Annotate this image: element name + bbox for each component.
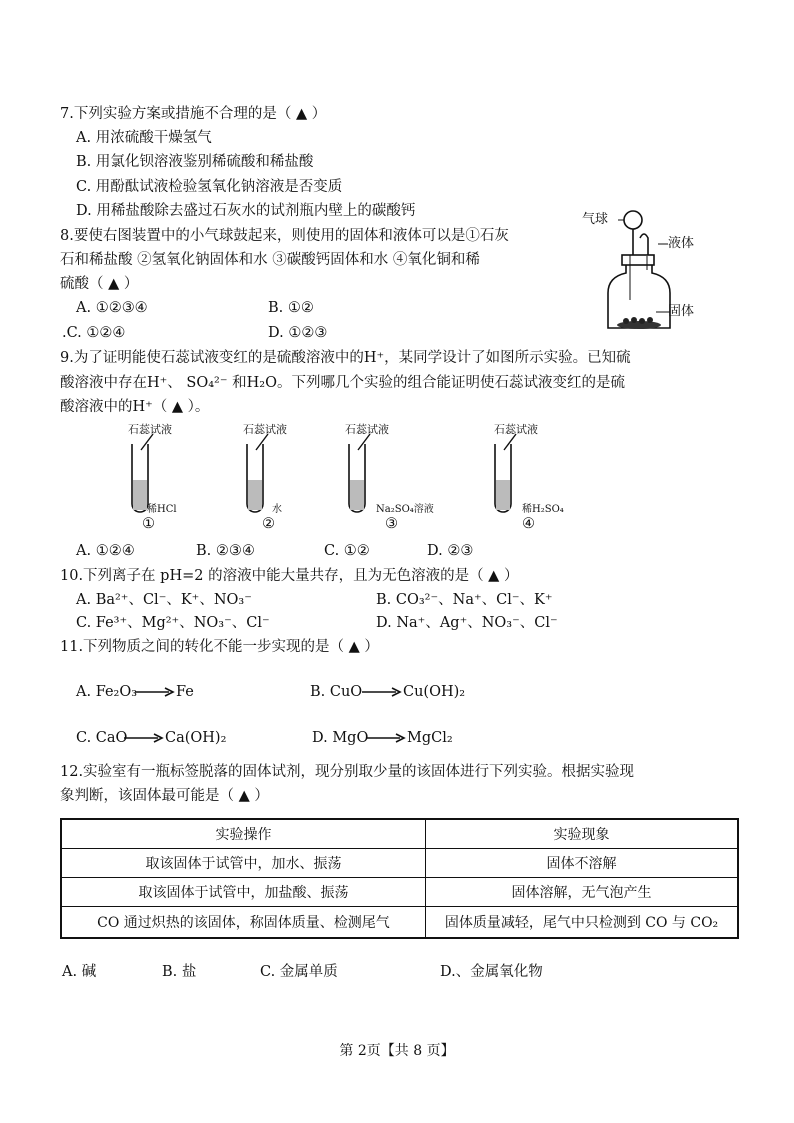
q10-option-a: A. Ba²⁺、Cl⁻、K⁺、NO₃⁻ [76, 592, 252, 608]
q7-option-b: B. 用氯化钡溶液鉴别稀硫酸和稀盐酸 [76, 154, 314, 170]
q7-option-c: C. 用酚酞试液检验氢氧化钠溶液是否变质 [76, 179, 343, 195]
q8-option-b: B. ①② [268, 300, 314, 316]
phenomenon-cell: 固体溶解，无气泡产生 [426, 878, 739, 907]
arrow-icon [362, 687, 402, 697]
q9-line1: 9.为了证明能使石蕊试液变红的是硫酸溶液中的H⁺，某同学设计了如图所示实验。已知硫 [60, 350, 631, 366]
table-row [61, 907, 738, 939]
q12-line1: 12.实验室有一瓶标签脱落的固体试剂，现分别取少量的该固体进行下列实验。根据实验现 [60, 764, 635, 780]
q10-option-c: C. Fe³⁺、Mg²⁺、NO₃⁻、Cl⁻ [76, 615, 270, 631]
q11-option-c-to: Ca(OH)₂ [165, 730, 227, 746]
arrow-icon [135, 687, 175, 697]
header-operation: 实验操作 [61, 819, 426, 849]
q11-option-b-to: Cu(OH)₂ [403, 684, 466, 700]
tube4-number: ④ [522, 516, 535, 532]
q10-stem: 10.下列离子在 pH=2 的溶液中能大量共存，且为无色溶液的是（ ▲ ） [60, 568, 519, 584]
table-header-row [61, 819, 738, 849]
q11-option-c-from: C. CaO [76, 730, 128, 746]
q9-option-b: B. ②③④ [196, 543, 255, 559]
q8-option-d: D. ①②③ [268, 325, 328, 341]
q11-option-d-from: D. MgO [312, 730, 369, 746]
operation-cell: CO 通过炽热的该固体，称固体质量、检测尾气 [61, 907, 426, 939]
tube1-side-label: 稀HCl [147, 504, 177, 515]
phenomenon-cell: 固体不溶解 [426, 849, 739, 878]
q11-stem: 11.下列物质之间的转化不能一步实现的是（ ▲ ） [60, 639, 379, 655]
q9-line3: 酸溶液中的H⁺（ ▲ ）。 [60, 399, 210, 415]
tube2-number: ② [262, 516, 275, 532]
balloon-label: 气球 [582, 212, 609, 227]
tube4-top-label: 石蕊试液 [494, 423, 538, 436]
q12-line2: 象判断，该固体最可能是（ ▲ ） [60, 788, 269, 804]
q11-option-b-from: B. CuO [310, 684, 363, 700]
tube2-side-label: 水 [272, 504, 282, 515]
q7-option-d: D. 用稀盐酸除去盛过石灰水的试剂瓶内壁上的碳酸钙 [76, 203, 416, 219]
tube3-side-label: Na₂SO₄溶液 [376, 504, 434, 515]
tube1-number: ① [142, 516, 155, 532]
q8-line2: 石和稀盐酸 ②氢氧化钠固体和水 ③碳酸钙固体和水 ④氧化铜和稀 [60, 252, 480, 268]
tube4-side-label: 稀H₂SO₄ [522, 504, 564, 515]
solid-label: 固体 [668, 304, 695, 319]
q7-option-a: A. 用浓硫酸干燥氢气 [76, 130, 212, 146]
table-row [61, 878, 738, 907]
q12-option-b: B. 盐 [162, 964, 197, 980]
tube3-top-label: 石蕊试液 [345, 423, 389, 436]
tube1-top-label: 石蕊试液 [128, 423, 172, 436]
q12-option-a: A. 碱 [62, 964, 97, 980]
q10-option-b: B. CO₃²⁻、Na⁺、Cl⁻、K⁺ [376, 592, 553, 608]
q11-option-d-to: MgCl₂ [407, 730, 453, 746]
table-row [61, 849, 738, 878]
tube3-number: ③ [385, 516, 398, 532]
q7-stem: 7.下列实验方案或措施不合理的是（ ▲ ） [60, 106, 327, 122]
q8-line1: 8.要使右图装置中的小气球鼓起来，则使用的固体和液体可以是①石灰 [60, 228, 509, 244]
experiment-table [60, 818, 739, 939]
operation-cell: 取该固体于试管中，加水、振荡 [61, 849, 426, 878]
arrow-icon [366, 733, 406, 743]
q9-option-c: C. ①② [324, 543, 370, 559]
q11-option-a-from: A. Fe₂O₃ [76, 684, 138, 700]
q9-line2: 酸溶液中存在H⁺、 SO₄²⁻ 和H₂O。下列哪几个实验的组合能证明使石蕊试液变红的是硫 [60, 375, 625, 391]
page-footer: 第 2页【共 8 页】 [339, 1043, 455, 1059]
arrow-icon [124, 733, 164, 743]
q8-option-c: .C. ①②④ [62, 325, 126, 341]
q9-option-a: A. ①②④ [76, 543, 135, 559]
q12-option-d: D.、金属氧化物 [440, 964, 543, 980]
liquid-label: 液体 [668, 236, 695, 251]
phenomenon-cell: 固体质量减轻，尾气中只检测到 CO 与 CO₂ [426, 907, 739, 939]
q8-line3: 硫酸（ ▲ ） [60, 276, 139, 292]
q10-option-d: D. Na⁺、Ag⁺、NO₃⁻、Cl⁻ [376, 615, 558, 631]
operation-cell: 取该固体于试管中，加盐酸、振荡 [61, 878, 426, 907]
q12-option-c: C. 金属单质 [260, 964, 338, 980]
tube2-top-label: 石蕊试液 [243, 423, 287, 436]
q11-option-a-to: Fe [176, 684, 194, 700]
q9-option-d: D. ②③ [427, 543, 474, 559]
q8-option-a: A. ①②③④ [76, 300, 148, 316]
header-phenomenon: 实验现象 [426, 819, 739, 849]
